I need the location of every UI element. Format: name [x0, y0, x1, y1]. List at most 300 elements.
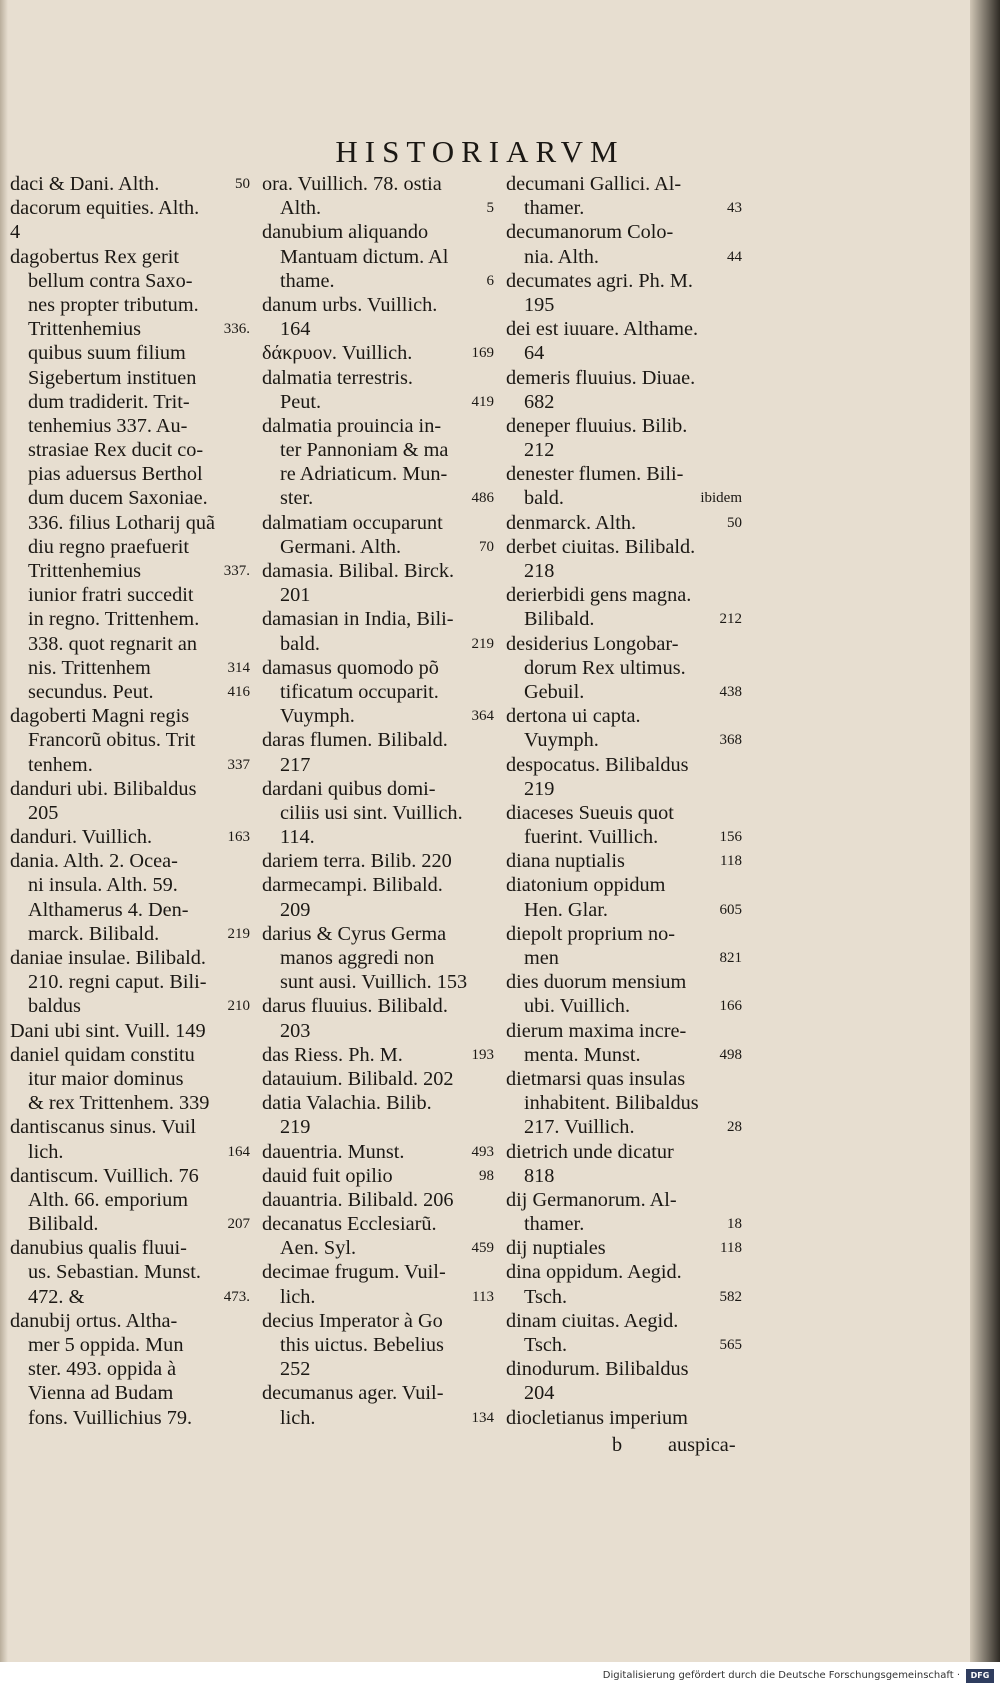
- index-line: [10, 172, 252, 196]
- index-entry-text: dacorum equities. Alth.: [10, 197, 200, 220]
- index-line: [506, 728, 744, 752]
- index-line: [506, 1188, 744, 1212]
- index-line: [10, 1309, 252, 1333]
- index-entry-text: 64: [524, 342, 545, 365]
- index-entry-text: & rex Trittenhem. 339: [28, 1092, 210, 1115]
- index-entry-text: diana nuptialis: [506, 850, 625, 873]
- index-entry-text: daniel quidam constitu: [10, 1043, 195, 1066]
- index-line: [506, 607, 744, 631]
- index-line: [262, 1019, 496, 1043]
- index-entry-text: dagobertus Rex gerit: [10, 245, 179, 268]
- index-entry-text: iunior fratri succedit: [28, 584, 194, 607]
- index-page-number: 164: [227, 1143, 250, 1160]
- index-entry-text: fons. Vuillichius 79.: [28, 1406, 193, 1429]
- index-line: [10, 341, 252, 365]
- index-entry-text: ubi. Vuillich.: [524, 995, 631, 1018]
- index-line: [262, 1260, 496, 1284]
- index-page-number: 498: [719, 1046, 742, 1063]
- index-entry-text: lich.: [280, 1406, 316, 1429]
- index-entry-text: pias aduersus Berthol: [28, 463, 203, 486]
- index-line: [262, 825, 496, 849]
- index-line: [506, 172, 744, 196]
- index-line: [506, 680, 744, 704]
- index-entry-text: ster.: [280, 487, 314, 510]
- index-line: [10, 438, 252, 462]
- index-line: [506, 317, 744, 341]
- index-line: [506, 366, 744, 390]
- index-line: [506, 341, 744, 365]
- index-line: [10, 946, 252, 970]
- index-line: [506, 946, 744, 970]
- index-line: [262, 1188, 496, 1212]
- index-line: [262, 172, 496, 196]
- index-entry-text: 338. quot regnarit an: [28, 632, 197, 655]
- index-line: [262, 341, 496, 365]
- index-entry-text: decumani Gallici. Al-: [506, 173, 682, 195]
- index-line: [10, 535, 252, 559]
- index-page-number: 486: [471, 490, 494, 507]
- index-line: [262, 1091, 496, 1115]
- index-page-number: 605: [719, 901, 742, 918]
- index-line: [262, 196, 496, 220]
- index-entry-text: dies duorum mensium: [506, 971, 687, 994]
- index-line: [10, 1019, 252, 1043]
- index-line: [506, 1140, 744, 1164]
- index-line: [506, 1236, 744, 1260]
- index-entry-text: dalmatia prouincia in-: [262, 414, 442, 437]
- index-page-number: 419: [471, 393, 494, 410]
- index-line: [10, 269, 252, 293]
- index-page-number: 210: [227, 998, 250, 1015]
- index-column-2: [262, 172, 496, 1430]
- index-page-number: 43: [727, 200, 742, 217]
- index-entry-text: Alth. 66. emporium: [28, 1188, 188, 1211]
- index-entry-text: danubij ortus. Altha-: [10, 1309, 178, 1332]
- index-entry-text: re Adriaticum. Mun-: [280, 463, 448, 486]
- index-page-number: 582: [719, 1288, 742, 1305]
- index-entry-text: 201: [280, 584, 311, 607]
- index-page-number: 473.: [223, 1288, 250, 1305]
- index-line: [262, 317, 496, 341]
- index-entry-text: 164: [280, 318, 311, 341]
- index-line: [10, 801, 252, 825]
- index-entry-text: sunt ausi. Vuillich. 153: [280, 971, 468, 994]
- index-line: [506, 583, 744, 607]
- index-line: [506, 1357, 744, 1381]
- index-line: [262, 559, 496, 583]
- index-entry-text: dina oppidum. Aegid.: [506, 1261, 682, 1284]
- index-entry-text: demeris fluuius. Diuae.: [506, 366, 696, 389]
- index-line: [506, 1043, 744, 1067]
- index-entry-text: dalmatiam occuparunt: [262, 511, 443, 534]
- index-line: [506, 535, 744, 559]
- index-entry-text: Vuymph.: [524, 729, 599, 752]
- index-entry-text: decimae frugum. Vuil-: [262, 1261, 446, 1284]
- index-line: [10, 777, 252, 801]
- index-page-number: 565: [719, 1337, 742, 1353]
- index-line: [10, 922, 252, 946]
- index-line: [262, 1406, 496, 1430]
- index-entry-text: dauantria. Bilibald. 206: [262, 1188, 454, 1211]
- index-entry-text: Francorũ obitus. Trit: [28, 729, 196, 752]
- index-entry-text: darmecampi. Bilibald.: [262, 874, 443, 897]
- index-entry-text: Mantuam dictum. Al: [280, 245, 449, 268]
- index-entry-text: Althamerus 4. Den-: [28, 898, 189, 921]
- index-entry-text: ter Pannoniam & ma: [280, 439, 449, 462]
- index-line: [10, 1164, 252, 1188]
- index-entry-text: dij Germanorum. Al-: [506, 1188, 677, 1211]
- index-entry-text: diocletianus imperium: [506, 1406, 688, 1429]
- index-line: [506, 414, 744, 438]
- index-entry-text: danduri. Vuillich.: [10, 826, 153, 849]
- index-line: [506, 704, 744, 728]
- page-right-edge-shadow: [970, 0, 1000, 1662]
- index-entry-text: 219: [524, 777, 555, 800]
- index-line: [10, 1212, 252, 1236]
- index-line: [506, 511, 744, 535]
- index-line: [506, 1285, 744, 1309]
- index-line: [506, 1091, 744, 1115]
- index-line: [10, 1236, 252, 1260]
- index-line: [262, 680, 496, 704]
- index-line: [10, 414, 252, 438]
- index-entry-text: ciliis usi sint. Vuillich.: [280, 801, 463, 824]
- index-entry-text: dum tradiderit. Trit-: [28, 390, 190, 413]
- index-line: [262, 486, 496, 510]
- index-entry-text: secundus. Peut.: [28, 680, 154, 703]
- index-page-number: 18: [727, 1216, 742, 1233]
- index-entry-text: lich.: [280, 1285, 316, 1308]
- index-line: [262, 728, 496, 752]
- index-entry-text: Bilibald.: [28, 1213, 99, 1236]
- index-line: [506, 486, 744, 510]
- index-entry-text: in regno. Trittenhem.: [28, 608, 200, 631]
- index-page-number: 118: [720, 853, 742, 870]
- index-line: [262, 898, 496, 922]
- index-entry-text: dietmarsi quas insulas: [506, 1067, 686, 1090]
- index-line: [506, 801, 744, 825]
- index-page-number: 207: [227, 1216, 250, 1233]
- index-page-number: 219: [471, 635, 494, 652]
- index-entry-text: thamer.: [524, 197, 585, 220]
- index-entry-text: dinodurum. Bilibaldus: [506, 1358, 689, 1381]
- index-line: [10, 607, 252, 631]
- index-line: [262, 1140, 496, 1164]
- index-line: [10, 293, 252, 317]
- index-entry-text: 217. Vuillich.: [524, 1116, 635, 1139]
- index-entry-text: dardani quibus domi-: [262, 777, 436, 800]
- index-page-number: 163: [227, 829, 250, 846]
- index-line: [506, 1381, 744, 1405]
- index-line: [262, 269, 496, 293]
- index-line: [506, 269, 744, 293]
- index-entry-text: Sigebertum instituen: [28, 366, 197, 389]
- index-line: [506, 994, 744, 1018]
- index-entry-text: menta. Munst.: [524, 1043, 641, 1066]
- index-entry-text: baldus: [28, 995, 81, 1018]
- index-line: [10, 220, 252, 244]
- index-entry-text: bellum contra Saxo-: [28, 269, 193, 292]
- index-line: [10, 1381, 252, 1405]
- index-column-1: [10, 172, 252, 1430]
- index-entry-text: 219: [280, 1116, 311, 1139]
- index-line: [506, 1309, 744, 1333]
- index-page-number: 212: [719, 611, 742, 628]
- index-line: [10, 583, 252, 607]
- index-entry-text: Vienna ad Budam: [28, 1382, 174, 1405]
- index-line: [10, 1067, 252, 1091]
- index-line: [10, 1406, 252, 1430]
- index-line: [262, 220, 496, 244]
- index-entry-text: us. Sebastian. Munst.: [28, 1261, 201, 1284]
- index-line: [506, 632, 744, 656]
- index-line: [506, 849, 744, 873]
- index-entry-text: dij nuptiales: [506, 1237, 606, 1260]
- index-line: [262, 1043, 496, 1067]
- index-entry-text: dinam ciuitas. Aegid.: [506, 1309, 679, 1332]
- index-entry-text: datauium. Bilibald. 202: [262, 1067, 454, 1090]
- index-line: [10, 1115, 252, 1139]
- index-line: [262, 462, 496, 486]
- index-entry-text: 210. regni caput. Bili-: [28, 971, 207, 994]
- index-line: [10, 1091, 252, 1115]
- index-page-number: 314: [227, 659, 250, 676]
- index-entry-text: Dani ubi sint. Vuill. 149: [10, 1019, 206, 1042]
- index-page-number: ibidem: [700, 490, 742, 507]
- index-entry-text: bald.: [524, 487, 564, 510]
- index-line: [262, 922, 496, 946]
- index-line: [262, 438, 496, 462]
- index-entry-text: dania. Alth. 2. Ocea-: [10, 850, 178, 873]
- index-page-number: 113: [472, 1288, 494, 1305]
- index-line: [506, 293, 744, 317]
- index-line: [506, 825, 744, 849]
- index-page-number: 6: [486, 272, 494, 289]
- index-entry-text: derbet ciuitas. Bilibald.: [506, 535, 696, 558]
- dfg-logo-icon: DFG: [966, 1669, 994, 1683]
- index-entry-text: diu regno praefuerit: [28, 535, 190, 558]
- index-entry-text: danubius qualis fluui-: [10, 1237, 187, 1260]
- index-line: [506, 1019, 744, 1043]
- index-entry-text: Alth.: [280, 197, 322, 220]
- index-line: [262, 293, 496, 317]
- index-line: [262, 607, 496, 631]
- index-line: [10, 390, 252, 414]
- index-line: [262, 753, 496, 777]
- index-entry-text: 217: [280, 753, 311, 776]
- index-line: [506, 1333, 744, 1357]
- index-page-number: 70: [479, 538, 494, 555]
- index-line: [262, 366, 496, 390]
- index-page-number: 5: [486, 200, 494, 217]
- index-entry-text: ni insula. Alth. 59.: [28, 874, 178, 897]
- index-line: [10, 1140, 252, 1164]
- index-entry-text: daras flumen. Bilibald.: [262, 729, 448, 752]
- index-entry-text: Tsch.: [524, 1334, 568, 1356]
- index-line: [10, 1285, 252, 1309]
- index-entry-text: datia Valachia. Bilib.: [262, 1092, 432, 1115]
- index-entry-text: Bilibald.: [524, 608, 595, 631]
- index-entry-text: 4: [10, 221, 21, 244]
- index-entry-text: bald.: [280, 632, 320, 655]
- index-line: [262, 1357, 496, 1381]
- index-entry-text: deneper fluuius. Bilib.: [506, 414, 688, 437]
- catchword-signature: b: [612, 1434, 623, 1456]
- index-entry-text: decumates agri. Ph. M.: [506, 269, 693, 292]
- index-entry-text: diaceses Sueuis quot: [506, 801, 674, 824]
- index-entry-text: men: [524, 947, 559, 969]
- index-line: [506, 898, 744, 922]
- index-page-number: 50: [727, 514, 742, 531]
- index-entry-text: dagoberti Magni regis: [10, 705, 190, 728]
- index-page-number: 821: [719, 950, 742, 966]
- index-entry-text: denester flumen. Bili-: [506, 463, 684, 486]
- index-entry-text: Germani. Alth.: [280, 535, 402, 558]
- index-page-number: 134: [471, 1409, 494, 1426]
- index-line: [262, 535, 496, 559]
- index-line: [262, 801, 496, 825]
- index-entry-text: dorum Rex ultimus.: [524, 656, 686, 679]
- index-entry-text: itur maior dominus: [28, 1067, 184, 1090]
- index-line: [10, 1260, 252, 1284]
- index-entry-text: Gebuil.: [524, 680, 585, 703]
- index-entry-text: danduri ubi. Bilibaldus: [10, 777, 197, 800]
- index-page-number: 98: [479, 1167, 494, 1184]
- index-line: [262, 1333, 496, 1357]
- index-page-number: 416: [227, 683, 250, 700]
- index-entry-text: Vuymph.: [280, 705, 355, 728]
- index-line: [10, 849, 252, 873]
- index-line: [506, 1067, 744, 1091]
- footer-credit: Digitalisierung gefördert durch die Deutsche Forschungsgemeinschaft ·: [602, 1670, 960, 1681]
- index-line: [10, 656, 252, 680]
- index-entry-text: dierum maxima incre-: [506, 1019, 687, 1042]
- index-entry-text: 204: [524, 1382, 555, 1405]
- index-entry-text: Aen. Syl.: [280, 1237, 357, 1260]
- footer-bar: [0, 1668, 1000, 1690]
- index-entry-text: decumanus ager. Vuil-: [262, 1382, 444, 1405]
- index-line: [506, 559, 744, 583]
- index-page-number: 337: [227, 756, 250, 773]
- index-entry-text: 218: [524, 560, 555, 582]
- index-page-number: 118: [720, 1240, 742, 1257]
- index-line: [10, 873, 252, 897]
- index-line: [506, 438, 744, 462]
- index-entry-text: decumanorum Colo-: [506, 221, 674, 244]
- index-entry-text: marck. Bilibald.: [28, 922, 160, 945]
- index-entry-text: dertona ui capta.: [506, 705, 641, 728]
- running-head: HISTORIARVM: [335, 134, 625, 169]
- index-line: [506, 245, 744, 269]
- index-page-number: 336.: [223, 321, 250, 338]
- index-entry-text: diepolt proprium no-: [506, 922, 675, 945]
- index-line: [10, 1357, 252, 1381]
- index-entry-text: dantiscum. Vuillich. 76: [10, 1164, 199, 1187]
- index-line: [506, 1115, 744, 1139]
- index-line: [262, 583, 496, 607]
- index-entry-text: Hen. Glar.: [524, 898, 608, 921]
- index-entry-text: das Riess. Ph. M.: [262, 1043, 403, 1066]
- index-entry-text: 209: [280, 898, 311, 921]
- index-line: [262, 1285, 496, 1309]
- index-line: [262, 946, 496, 970]
- index-line: [10, 1188, 252, 1212]
- index-line: [262, 511, 496, 535]
- index-line: [506, 1406, 744, 1430]
- index-entry-text: nes propter tributum.: [28, 293, 199, 316]
- index-entry-text: 682: [524, 390, 555, 413]
- index-entry-text: desiderius Longobar-: [506, 632, 679, 655]
- index-line: [506, 1260, 744, 1284]
- index-page-number: 337.: [223, 563, 250, 579]
- index-line: [10, 1333, 252, 1357]
- index-line: [506, 390, 744, 414]
- index-line: [10, 994, 252, 1018]
- index-line: [262, 632, 496, 656]
- index-line: [262, 1381, 496, 1405]
- index-entry-text: Trittenhemius: [28, 560, 142, 582]
- index-entry-text: despocatus. Bilibaldus: [506, 753, 689, 776]
- index-entry-text: thame.: [280, 269, 335, 292]
- index-entry-text: 203: [280, 1019, 311, 1042]
- index-line: [10, 486, 252, 510]
- index-entry-text: dariem terra. Bilib. 220: [262, 850, 452, 873]
- index-entry-text: dauentria. Munst.: [262, 1140, 405, 1163]
- index-entry-text: diatonium oppidum: [506, 874, 666, 897]
- index-entry-text: dei est iuuare. Althame.: [506, 318, 699, 341]
- index-page-number: 28: [727, 1119, 742, 1136]
- index-entry-text: 252: [280, 1358, 311, 1381]
- index-entry-text: decius Imperator à Go: [262, 1309, 443, 1332]
- index-line: [262, 414, 496, 438]
- index-entry-text: 472. &: [28, 1285, 85, 1308]
- index-entry-text: damasia. Bilibal. Birck.: [262, 560, 455, 582]
- index-line: [262, 1067, 496, 1091]
- index-page-number: 193: [471, 1046, 494, 1063]
- index-line: [10, 704, 252, 728]
- index-line: [506, 922, 744, 946]
- index-entry-text: darius & Cyrus Germa: [262, 922, 447, 945]
- index-entry-text: tenhem.: [28, 753, 93, 776]
- index-line: [506, 196, 744, 220]
- catchword-next: auspica-: [668, 1434, 736, 1456]
- index-entry-text: 212: [524, 439, 555, 462]
- index-line: [506, 873, 744, 897]
- index-line: [262, 849, 496, 873]
- index-line: [10, 632, 252, 656]
- index-entry-text: tenhemius 337. Au-: [28, 414, 188, 437]
- index-line: [10, 1043, 252, 1067]
- index-line: [10, 559, 252, 583]
- index-line: [10, 245, 252, 269]
- index-entry-text: quibus suum filium: [28, 342, 186, 365]
- index-line: [262, 777, 496, 801]
- index-entry-text: daniae insulae. Bilibald.: [10, 947, 206, 969]
- index-line: [10, 970, 252, 994]
- index-entry-text: δάκρυον. Vuillich.: [262, 342, 413, 365]
- index-entry-text: danum urbs. Vuillich.: [262, 293, 438, 316]
- index-line: [262, 873, 496, 897]
- index-page-number: 156: [719, 829, 742, 846]
- index-line: [10, 366, 252, 390]
- index-line: [506, 1164, 744, 1188]
- index-entry-text: dantiscanus sinus. Vuil: [10, 1116, 197, 1139]
- index-line: [10, 825, 252, 849]
- index-line: [262, 1115, 496, 1139]
- index-page-number: 44: [727, 248, 742, 265]
- index-page-number: 493: [471, 1143, 494, 1160]
- index-entry-text: inhabitent. Bilibaldus: [524, 1092, 699, 1115]
